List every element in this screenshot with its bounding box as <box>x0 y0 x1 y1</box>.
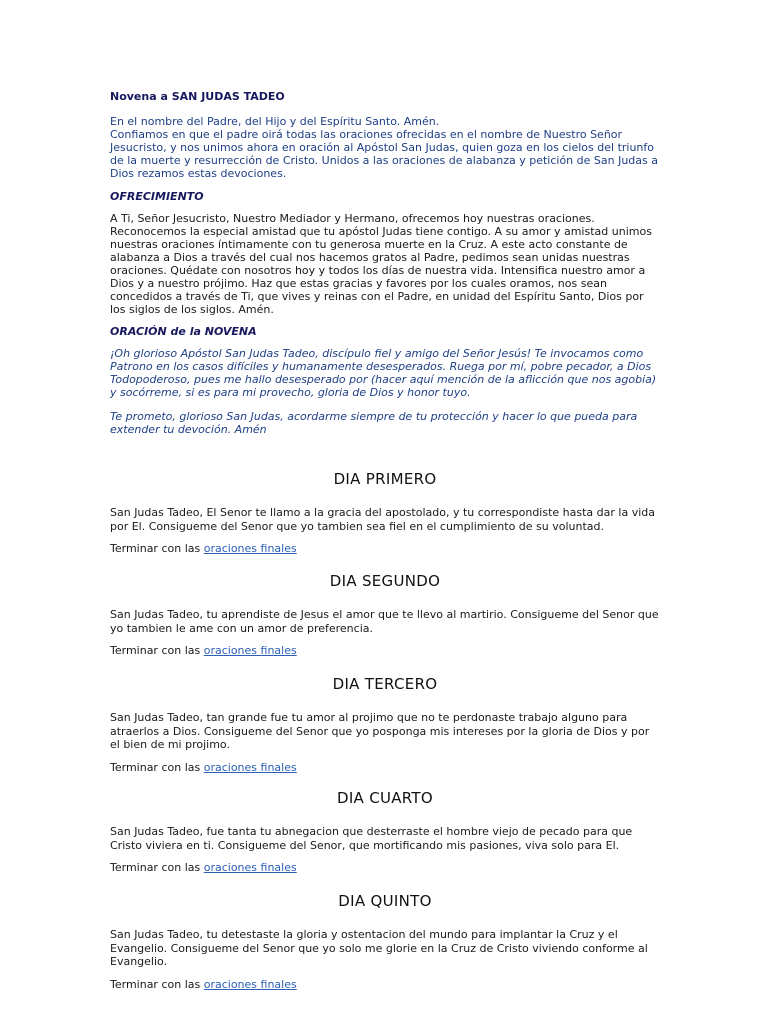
day-text: San Judas Tadeo, tu detestaste la gloria y ostentacion del mundo para implantar la Cruz y el Evangelio. Consigueme del Senor que yo solo me glorie en la Cruz de Cristo viviendo conforme al Evangelio. <box>110 928 648 968</box>
oraciones-finales-link[interactable]: oraciones finales <box>203 977 297 991</box>
day-text: San Judas Tadeo, tu aprendiste de Jesus el amor que te llevo al martirio. Consigueme del Senor que yo tambien le ame con un amor de preferencia. <box>110 608 659 635</box>
day-text: San Judas Tadeo, El Senor te llamo a la gracia del apostolado, y tu correspondiste hasta dar la vida por El. Consigueme del Senor que yo tambien sea fiel en el cumplimiento de su voluntad. <box>110 506 655 533</box>
day-title: DIA PRIMERO <box>333 470 437 488</box>
day-section-5 <box>110 892 660 991</box>
day-section-3 <box>110 675 660 774</box>
day-ending-prefix: Terminar con las <box>110 542 201 555</box>
oraciones-finales-link[interactable]: oraciones finales <box>203 542 297 555</box>
day-section-1 <box>110 470 660 555</box>
day-title: DIA QUINTO <box>338 892 432 910</box>
oraciones-finales-link[interactable]: oraciones finales <box>203 644 297 657</box>
day-ending-prefix: Terminar con las <box>110 644 201 657</box>
day-title: DIA SEGUNDO <box>329 572 441 590</box>
oraciones-finales-link[interactable]: oraciones finales <box>203 760 297 774</box>
day-ending <box>110 761 660 774</box>
intro-line: En el nombre del Padre, del Hijo y del Espíritu Santo. Amén. <box>110 115 440 128</box>
ofrecimiento-heading: OFRECIMIENTO <box>110 190 204 203</box>
day-ending-prefix: Terminar con las <box>110 760 201 774</box>
oracion-paragraph-1: ¡Oh glorioso Apóstol San Judas Tadeo, discípulo fiel y amigo del Señor Jesús! Te invocamos como Patrono en los casos difíciles y humanamente desesperados. Ruega por mí, pobre pecador, a Dios Todopoderoso, pues me hallo desesperado por (hacer aquí mención de la aflicción que nos agobia) y socórreme, si es para mi provecho, gloria de Dios y honor tuyo. <box>110 347 657 399</box>
day-ending-prefix: Terminar con las <box>110 861 201 874</box>
day-section-2 <box>110 572 660 657</box>
day-section-4 <box>110 789 660 874</box>
oracion-heading: ORACIÓN de la NOVENA <box>110 325 257 338</box>
day-title: DIA CUARTO <box>336 789 434 807</box>
day-title: DIA TERCERO <box>332 675 438 693</box>
oracion-paragraph-2: Te prometo, glorioso San Judas, acordarme siempre de tu protección y hacer lo que pueda para extender tu devoción. Amén <box>110 410 638 436</box>
intro-paragraph: Confiamos en que el padre oirá todas las oraciones ofrecidas en el nombre de Nuestro Señor Jesucristo, y nos unimos ahora en oración al Apóstol San Judas, quien goza en los cielos del triunfo de la muerte y resurrección de Cristo. Unidos a las oraciones de alabanza y petición de San Judas a Dios rezamos estas devociones. <box>110 128 658 180</box>
document-top <box>110 90 660 447</box>
page-title: Novena a SAN JUDAS TADEO <box>110 90 285 103</box>
day-ending <box>110 644 660 657</box>
day-ending <box>110 978 660 991</box>
day-ending <box>110 861 660 874</box>
day-ending-prefix: Terminar con las <box>110 977 201 991</box>
oraciones-finales-link[interactable]: oraciones finales <box>203 861 297 874</box>
day-text: San Judas Tadeo, tan grande fue tu amor al projimo que no te perdonaste trabajo alguno para atraerlos a Dios. Consigueme del Senor que yo posponga mis intereses por la gloria de Dios y por el bien de mi projimo. <box>110 711 650 751</box>
day-ending <box>110 542 660 555</box>
day-text: San Judas Tadeo, fue tanta tu abnegacion que desterraste el hombre viejo de pecado para que Cristo viviera en ti. Consigueme del Senor, que mortificando mis pasiones, viva solo para El. <box>110 825 633 852</box>
ofrecimiento-text: A Ti, Señor Jesucristo, Nuestro Mediador y Hermano, ofrecemos hoy nuestras oraciones. Reconocemos la especial amistad que tu apóstol Judas tiene contigo. A su amor y amistad unimos nuestras oraciones íntimamente con tu generosa muerte en la Cruz. A este acto constante de alabanza a Dios a través del cual nos hacemos gratos al Padre, pedimos sean unidas nuestras oraciones. Quédate con nosotros hoy y todos los días de nuestra vida. Intensifica nuestro amor a Dios y a nuestro prójimo. Haz que estas gracias y favores por los cuales oramos, nos sean concedidos a través de Ti, que vives y reinas con el Padre, en unidad del Espíritu Santo, Dios por los siglos de los siglos. Amén. <box>110 212 652 316</box>
